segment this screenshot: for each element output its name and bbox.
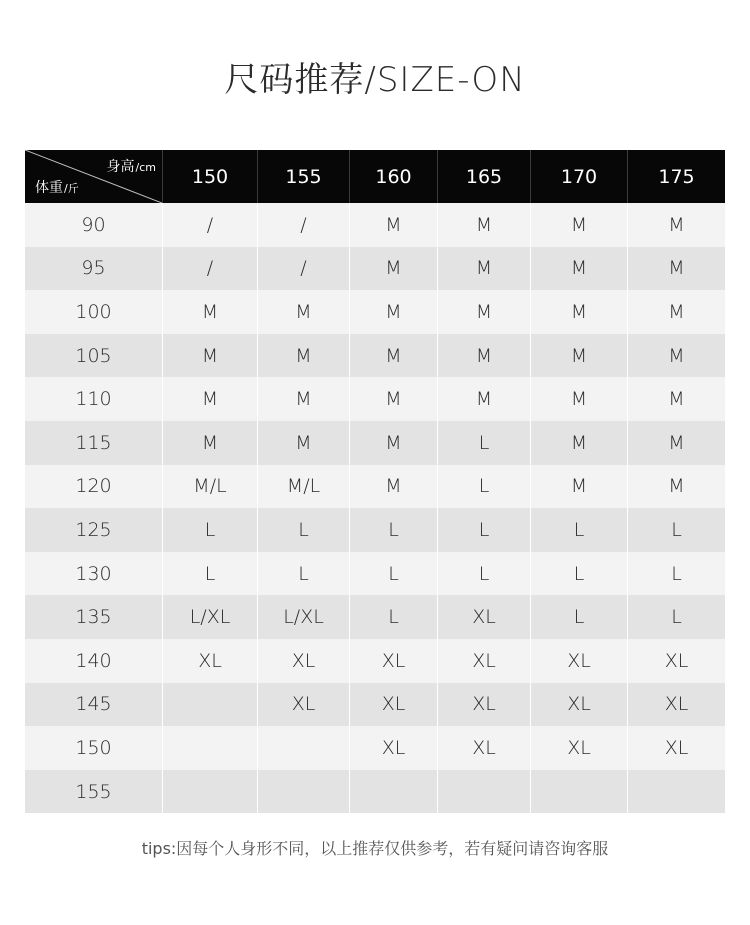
size-cell: M bbox=[627, 203, 725, 247]
size-cell: XL bbox=[437, 683, 530, 727]
size-cell: L bbox=[437, 552, 530, 596]
size-cell: L/XL bbox=[257, 595, 349, 639]
size-cell: M bbox=[162, 421, 257, 465]
weight-cell: 145 bbox=[25, 683, 162, 727]
height-header-cell: 150 bbox=[162, 150, 257, 203]
weight-cell: 105 bbox=[25, 334, 162, 378]
size-cell: L bbox=[627, 595, 725, 639]
size-cell: M bbox=[627, 290, 725, 334]
size-cell: M bbox=[530, 290, 627, 334]
size-cell: XL bbox=[349, 683, 437, 727]
size-cell: / bbox=[162, 203, 257, 247]
size-cell: M bbox=[530, 465, 627, 509]
size-cell: M bbox=[530, 421, 627, 465]
size-cell: M bbox=[257, 334, 349, 378]
size-cell bbox=[162, 726, 257, 770]
weight-cell: 110 bbox=[25, 377, 162, 421]
header-row bbox=[25, 150, 725, 203]
size-cell bbox=[257, 726, 349, 770]
size-cell bbox=[162, 770, 257, 814]
size-cell: L bbox=[349, 508, 437, 552]
size-cell bbox=[257, 770, 349, 814]
weight-cell: 150 bbox=[25, 726, 162, 770]
size-cell bbox=[162, 683, 257, 727]
tips-text: tips:因每个人身形不同，以上推荐仅供参考，若有疑问请咨询客服 bbox=[141, 839, 609, 858]
size-cell: L/XL bbox=[162, 595, 257, 639]
size-cell: M bbox=[530, 203, 627, 247]
size-cell: M/L bbox=[257, 465, 349, 509]
weight-cell: 155 bbox=[25, 770, 162, 814]
size-cell bbox=[530, 770, 627, 814]
size-cell: M bbox=[162, 334, 257, 378]
size-cell: XL bbox=[530, 639, 627, 683]
size-cell: L bbox=[162, 508, 257, 552]
size-cell: M bbox=[437, 203, 530, 247]
size-cell: M bbox=[530, 334, 627, 378]
size-cell: L bbox=[349, 552, 437, 596]
table-row bbox=[25, 377, 725, 421]
table-row bbox=[25, 247, 725, 291]
table-row bbox=[25, 552, 725, 596]
size-cell: M bbox=[349, 203, 437, 247]
size-cell: M bbox=[257, 290, 349, 334]
size-cell: L bbox=[437, 508, 530, 552]
size-cell: M bbox=[349, 334, 437, 378]
table-row bbox=[25, 290, 725, 334]
weight-axis-label: 体重/斤 bbox=[35, 180, 79, 196]
size-cell: XL bbox=[627, 683, 725, 727]
table-row bbox=[25, 508, 725, 552]
size-cell: M bbox=[257, 377, 349, 421]
weight-cell: 125 bbox=[25, 508, 162, 552]
size-cell: L bbox=[257, 552, 349, 596]
table-row bbox=[25, 639, 725, 683]
size-cell: XL bbox=[530, 726, 627, 770]
size-chart-table bbox=[25, 150, 725, 813]
height-header-cell: 165 bbox=[437, 150, 530, 203]
table-row bbox=[25, 421, 725, 465]
size-cell: M/L bbox=[162, 465, 257, 509]
size-cell: / bbox=[162, 247, 257, 291]
size-cell: M bbox=[530, 247, 627, 291]
size-cell: M bbox=[627, 465, 725, 509]
size-cell: L bbox=[349, 595, 437, 639]
size-cell: M bbox=[349, 421, 437, 465]
height-header-cell: 170 bbox=[530, 150, 627, 203]
size-cell: L bbox=[437, 421, 530, 465]
height-header-cell: 160 bbox=[349, 150, 437, 203]
size-cell: XL bbox=[349, 726, 437, 770]
size-cell: XL bbox=[627, 639, 725, 683]
size-cell: XL bbox=[349, 639, 437, 683]
table-row bbox=[25, 203, 725, 247]
size-cell bbox=[437, 770, 530, 814]
size-cell: / bbox=[257, 203, 349, 247]
weight-cell: 115 bbox=[25, 421, 162, 465]
size-cell: XL bbox=[257, 639, 349, 683]
size-cell: M bbox=[349, 290, 437, 334]
size-cell: M bbox=[437, 334, 530, 378]
size-cell: / bbox=[257, 247, 349, 291]
size-cell: M bbox=[530, 377, 627, 421]
size-cell: XL bbox=[162, 639, 257, 683]
size-cell: XL bbox=[257, 683, 349, 727]
size-cell: M bbox=[627, 377, 725, 421]
table-row bbox=[25, 683, 725, 727]
size-cell: L bbox=[627, 552, 725, 596]
weight-cell: 100 bbox=[25, 290, 162, 334]
height-header-cell: 175 bbox=[627, 150, 725, 203]
size-cell: L bbox=[530, 595, 627, 639]
size-cell: XL bbox=[437, 595, 530, 639]
table-row bbox=[25, 465, 725, 509]
size-cell: M bbox=[349, 465, 437, 509]
size-cell: M bbox=[437, 290, 530, 334]
weight-cell: 135 bbox=[25, 595, 162, 639]
size-cell: XL bbox=[530, 683, 627, 727]
size-cell: XL bbox=[437, 726, 530, 770]
size-cell bbox=[627, 770, 725, 814]
table-row bbox=[25, 595, 725, 639]
size-cell: M bbox=[627, 334, 725, 378]
size-cell: M bbox=[627, 247, 725, 291]
height-axis-label: 身高/cm bbox=[106, 159, 156, 175]
size-cell: M bbox=[162, 377, 257, 421]
size-cell: M bbox=[257, 421, 349, 465]
size-table-body bbox=[25, 203, 725, 813]
size-cell bbox=[349, 770, 437, 814]
size-cell: L bbox=[530, 552, 627, 596]
weight-cell: 140 bbox=[25, 639, 162, 683]
size-cell: M bbox=[349, 377, 437, 421]
size-cell: M bbox=[627, 421, 725, 465]
height-header-cell: 155 bbox=[257, 150, 349, 203]
weight-cell: 90 bbox=[25, 203, 162, 247]
size-cell: L bbox=[257, 508, 349, 552]
weight-cell: 130 bbox=[25, 552, 162, 596]
size-cell: M bbox=[437, 247, 530, 291]
corner-header-cell bbox=[25, 150, 162, 203]
weight-cell: 120 bbox=[25, 465, 162, 509]
size-cell: M bbox=[349, 247, 437, 291]
size-cell: L bbox=[627, 508, 725, 552]
size-cell: M bbox=[162, 290, 257, 334]
page-title: 尺码推荐/SIZE-ON bbox=[224, 60, 526, 100]
table-row bbox=[25, 770, 725, 814]
table-row bbox=[25, 334, 725, 378]
size-cell: L bbox=[437, 465, 530, 509]
size-cell: L bbox=[530, 508, 627, 552]
weight-cell: 95 bbox=[25, 247, 162, 291]
size-cell: XL bbox=[437, 639, 530, 683]
size-cell: M bbox=[437, 377, 530, 421]
size-cell: XL bbox=[627, 726, 725, 770]
size-cell: L bbox=[162, 552, 257, 596]
table-row bbox=[25, 726, 725, 770]
